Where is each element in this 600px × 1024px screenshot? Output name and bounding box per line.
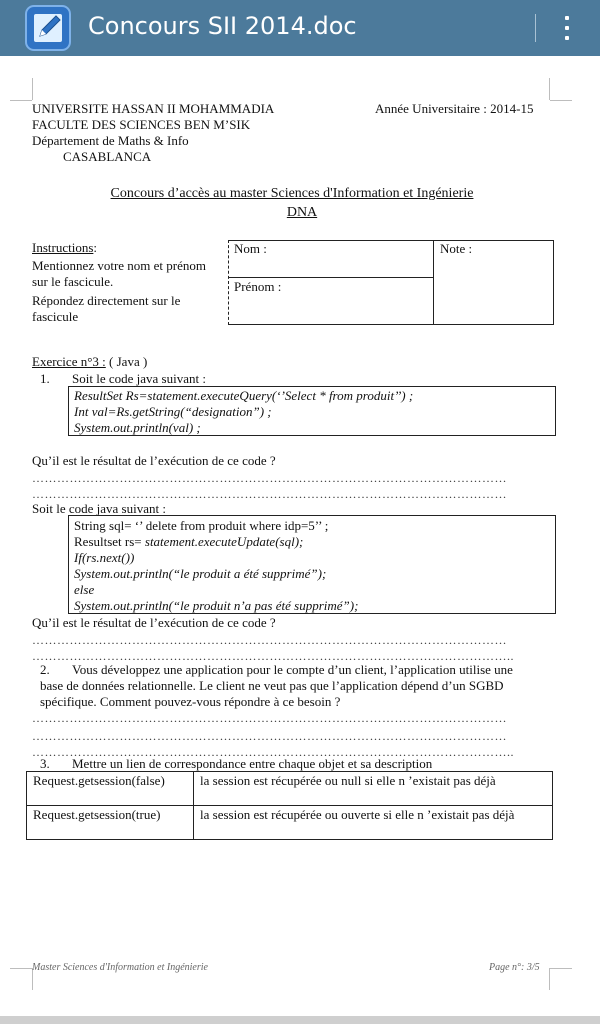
table-cell-description: la session est récupérée ou null si elle n ’existait pas déjà	[194, 772, 553, 806]
answer-line[interactable]: ……………………………………………………………………………………………………..	[32, 650, 514, 662]
code-line-plain: Resultset rs=	[74, 534, 145, 549]
crop-mark	[549, 78, 550, 100]
instructions-heading-text: Instructions	[32, 240, 94, 255]
app-bar	[0, 0, 600, 56]
bottom-scroll-bar	[0, 1016, 600, 1024]
crop-mark	[32, 78, 33, 100]
instructions-heading	[32, 240, 97, 256]
question-3-number: 3.	[40, 756, 50, 771]
document-title: Concours SII 2014.doc	[88, 12, 357, 40]
table-cell-object: Request.getsession(true)	[27, 806, 194, 840]
code-line: System.out.println(“le produit n’a pas été supprimé”);	[74, 598, 359, 613]
identification-box-divider	[228, 277, 434, 278]
city-name: CASABLANCA	[63, 149, 152, 164]
question-3-text: Mettre un lien de correspondance entre chaque objet et sa description	[72, 756, 433, 771]
code-line: ResultSet Rs=statement.executeQuery(‘’Select * from produit’’) ;	[74, 388, 414, 403]
answer-line[interactable]: ……………………………………………………………………………………………………..	[32, 746, 514, 758]
toolbar-divider	[535, 14, 536, 42]
answer-line[interactable]: ……………………………………………………………………………………………………	[32, 488, 507, 500]
code-line: String sql= ‘’ delete from produit where idp=5’’ ;	[74, 518, 329, 533]
identification-box-divider	[433, 240, 434, 325]
footer-left: Master Sciences d'Information et Ingénierie	[32, 962, 208, 973]
code-line: Int val=Rs.getString(“designation”) ;	[74, 404, 272, 419]
faculty-name: FACULTE DES SCIENCES BEN M’SIK	[32, 117, 251, 132]
crop-mark	[10, 100, 32, 101]
code-line-italic: statement.executeUpdate(sql);	[144, 534, 304, 549]
table-cell-description: la session est récupérée ou ouverte si elle n ’existait pas déjà	[194, 806, 553, 840]
nom-field[interactable]: Nom :	[234, 241, 267, 256]
crop-mark	[10, 968, 32, 969]
crop-mark	[550, 100, 572, 101]
code-line: System.out.println(“le produit a été supprimé”);	[74, 566, 327, 581]
instructions-text-2a: Répondez directement sur le	[32, 293, 181, 308]
correspondence-table	[26, 771, 553, 840]
footer-page-number: Page n°: 3/5	[489, 962, 540, 973]
instructions-colon: :	[93, 240, 98, 255]
exam-subtitle: DNA	[286, 205, 318, 220]
question-2-text: Vous développez une application pour le compte d’un client, l’application utilise une	[72, 662, 513, 677]
answer-line[interactable]: ……………………………………………………………………………………………………	[32, 634, 507, 646]
department-name: Département de Maths & Info	[32, 133, 189, 148]
code-line	[74, 534, 303, 550]
code-line: If(rs.next())	[74, 550, 135, 565]
code-line: else	[74, 582, 95, 597]
answer-line[interactable]: ……………………………………………………………………………………………………	[32, 472, 507, 484]
question-2-text: base de données relationnelle. Le client ne veut pas que l’application dépend d’un SGBD	[40, 678, 504, 693]
document-editor-icon[interactable]	[25, 5, 71, 51]
exercise-language: ( Java )	[105, 354, 148, 369]
crop-mark	[550, 968, 572, 969]
question-1-text: Soit le code java suivant :	[72, 371, 206, 386]
crop-mark	[549, 968, 550, 990]
exam-title: Concours d’accès au master Sciences d'Information et Ingénierie	[110, 186, 474, 201]
table-cell-object: Request.getsession(false)	[27, 772, 194, 806]
question-1b-prompt: Qu’il est le résultat de l’exécution de ce code ?	[32, 615, 276, 630]
note-field[interactable]: Note :	[440, 241, 473, 256]
university-name: UNIVERSITE HASSAN II MOHAMMADIA	[32, 101, 275, 116]
instructions-text-1b: sur le fascicule.	[32, 274, 114, 289]
table-row	[27, 772, 553, 806]
question-2-number: 2.	[40, 662, 50, 677]
exercise-heading	[32, 354, 147, 370]
question-1-number: 1.	[40, 371, 50, 386]
question-2-text: spécifique. Comment pouvez-vous répondre à ce besoin ?	[40, 694, 341, 709]
code-intro-2: Soit le code java suivant :	[32, 501, 166, 516]
academic-year: Année Universitaire : 2014-15	[375, 101, 534, 116]
table-row	[27, 806, 553, 840]
document-page[interactable]	[0, 56, 600, 1016]
code-line: System.out.println(val) ;	[74, 420, 201, 435]
overflow-menu-icon[interactable]	[556, 14, 578, 42]
prenom-field[interactable]: Prénom :	[234, 279, 282, 294]
instructions-text-1a: Mentionnez votre nom et prénom	[32, 258, 207, 273]
exercise-number: Exercice n°3 :	[32, 354, 106, 369]
answer-line[interactable]: ……………………………………………………………………………………………………	[32, 712, 507, 724]
instructions-text-2b: fascicule	[32, 309, 79, 324]
question-1-prompt: Qu’il est le résultat de l’exécution de ce code ?	[32, 453, 276, 468]
answer-line[interactable]: ……………………………………………………………………………………………………	[32, 730, 507, 742]
